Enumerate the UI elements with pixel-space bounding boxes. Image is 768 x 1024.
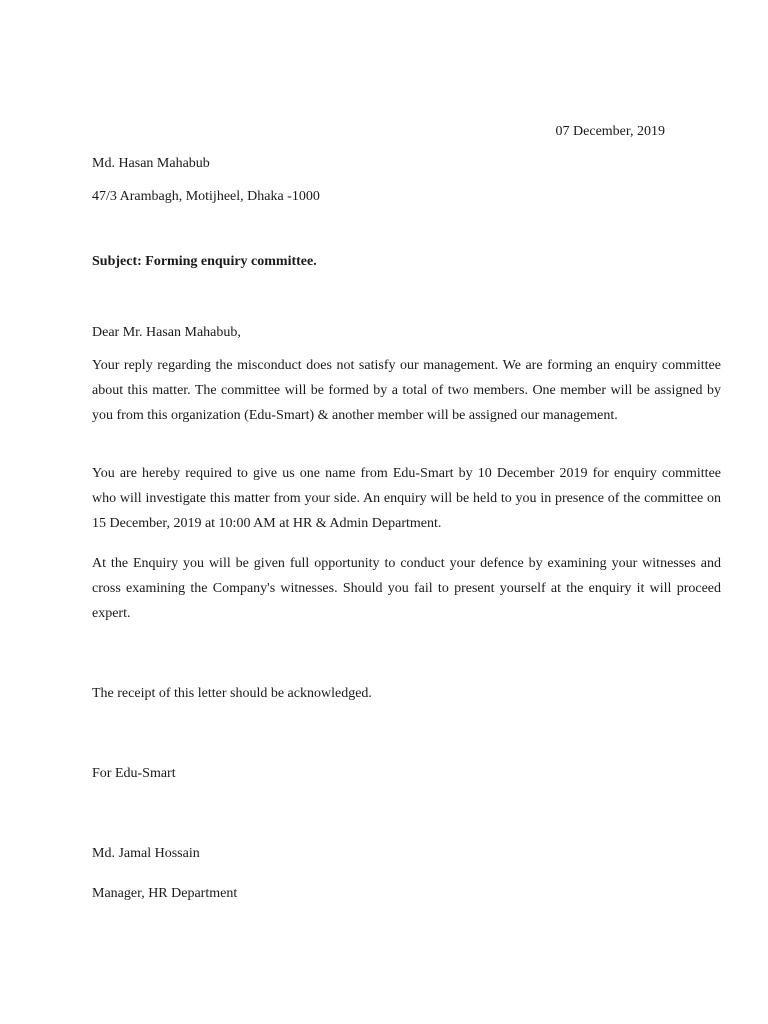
recipient-address: 47/3 Arambagh, Motijheel, Dhaka -1000: [92, 189, 320, 204]
body-paragraph-1: Your reply regarding the misconduct does not satisfy our management. We are forming an enquiry committee about this matter. The committee will be formed by a total of two members. One member will be assigned by you from this organization (Edu-Smart) & another member will be assigned our management.: [92, 358, 721, 423]
recipient-name: Md. Hasan Mahabub: [92, 156, 210, 171]
body-paragraph-3: At the Enquiry you will be given full opportunity to conduct your defence by examining your witnesses and cross examining the Company's witnesses. Should you fail to present yourself at the enquiry it will proceed expert.: [92, 556, 721, 621]
closing-line: For Edu-Smart: [92, 766, 176, 781]
signatory-title: Manager, HR Department: [92, 886, 238, 901]
acknowledgement-line: The receipt of this letter should be acknowledged.: [92, 686, 372, 701]
salutation: Dear Mr. Hasan Mahabub,: [92, 325, 241, 340]
body-paragraph-2: You are hereby required to give us one name from Edu-Smart by 10 December 2019 for enquiry committee who will investigate this matter from your side. An enquiry will be held to you in presence of the committee on 15 December, 2019 at 10:00 AM at HR & Admin Department.: [92, 466, 721, 531]
signatory-name: Md. Jamal Hossain: [92, 846, 200, 861]
letter-subject: Subject: Forming enquiry committee.: [92, 254, 317, 269]
letter-date: 07 December, 2019: [555, 124, 665, 139]
